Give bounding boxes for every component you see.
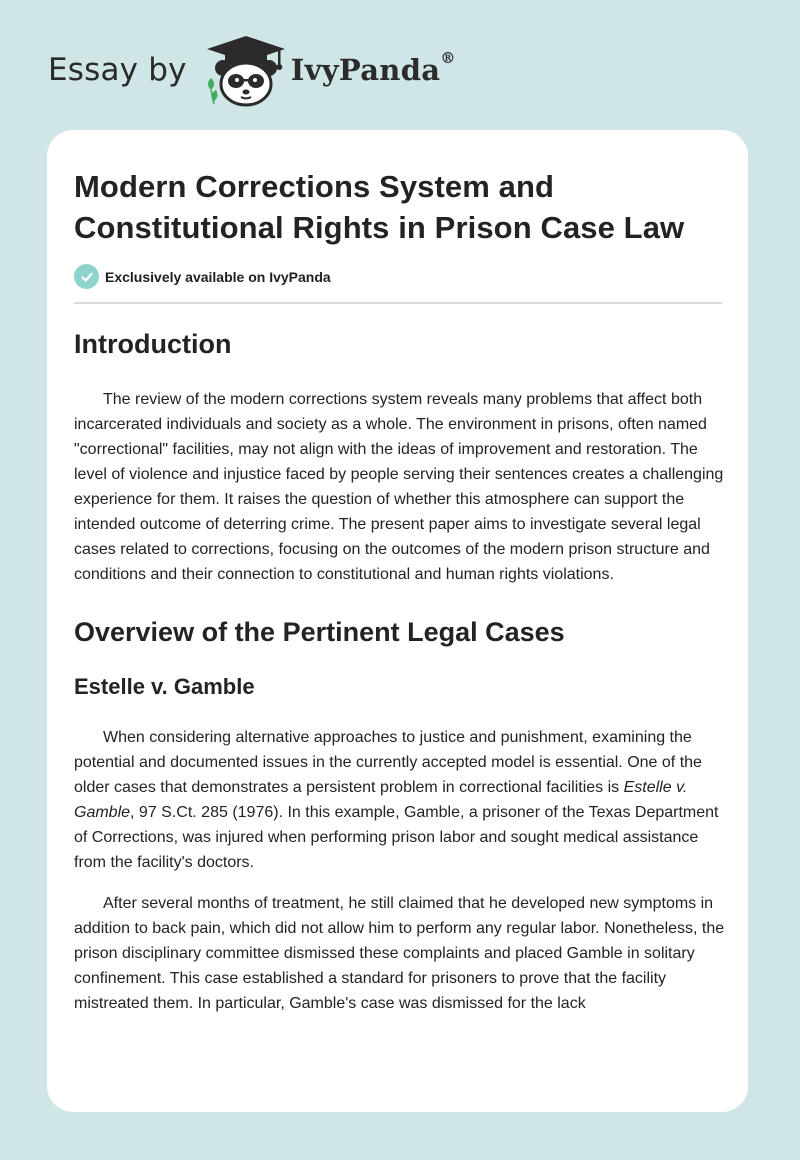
case-citation: Estelle v. Gamble [74,779,688,821]
introduction-paragraph: The review of the modern corrections system reveals many problems that affect both incarcerated individuals and society as a whole. The environment in prisons, often named "correctional" facilities, may not align with the ideas of improvement and restoration. The level of violence and injustice faced by people serving their sentences creates a challenging experience for them. It raises the question of whether this atmosphere can support the intended outcome of deterring crime. The present paper aims to investigate several legal cases related to corrections, focusing on the outcomes of the modern prison structure and conditions and their connection to constitutional and human rights violations. [74,391,724,583]
brand-header[interactable] [48,30,456,110]
brand-name: IvyPanda® [290,49,456,87]
exclusive-badge [74,264,722,289]
exclusive-text: Exclusively available on IvyPanda [105,268,331,285]
divider [74,302,722,304]
registered-mark: ® [440,49,456,67]
estelle-paragraph-2: After several months of treatment, he still claimed that he developed new symptoms in addition to back pain, which did not allow him to perform any regular labor. Nonetheless, the prison disciplinary committee dismissed these complaints and placed Gamble in solitary confinement. This case established a standard for prisoners to prove that the facility mistreated them. In particular, Gamble's case was dismissed for the lack [74,895,725,1012]
section-heading-introduction: Introduction [74,329,232,359]
check-icon [74,264,99,289]
essay-title: Modern Corrections System and Constitutional Rights in Prison Case Law [74,169,685,245]
subheading-estelle-v-gamble: Estelle v. Gamble [74,674,255,699]
panda-graduate-icon [201,32,291,108]
essay-by-label: Essay by [48,52,187,88]
estelle-paragraph-1: When considering alternative approaches to justice and punishment, examining the potential and documented issues in the currently accepted model is essential. One of the older cases that demonstrates a persistent problem in correctional facilities is Estelle v. Gamble, 97 S.Ct. 285 (1976). In this example, Gamble, a prisoner of the Texas Department of Corrections, was injured when performing prison labor and sought medical assistance from the facility's doctors. [74,729,719,871]
essay-card [47,130,748,1112]
section-heading-legal-cases: Overview of the Pertinent Legal Cases [74,617,565,647]
